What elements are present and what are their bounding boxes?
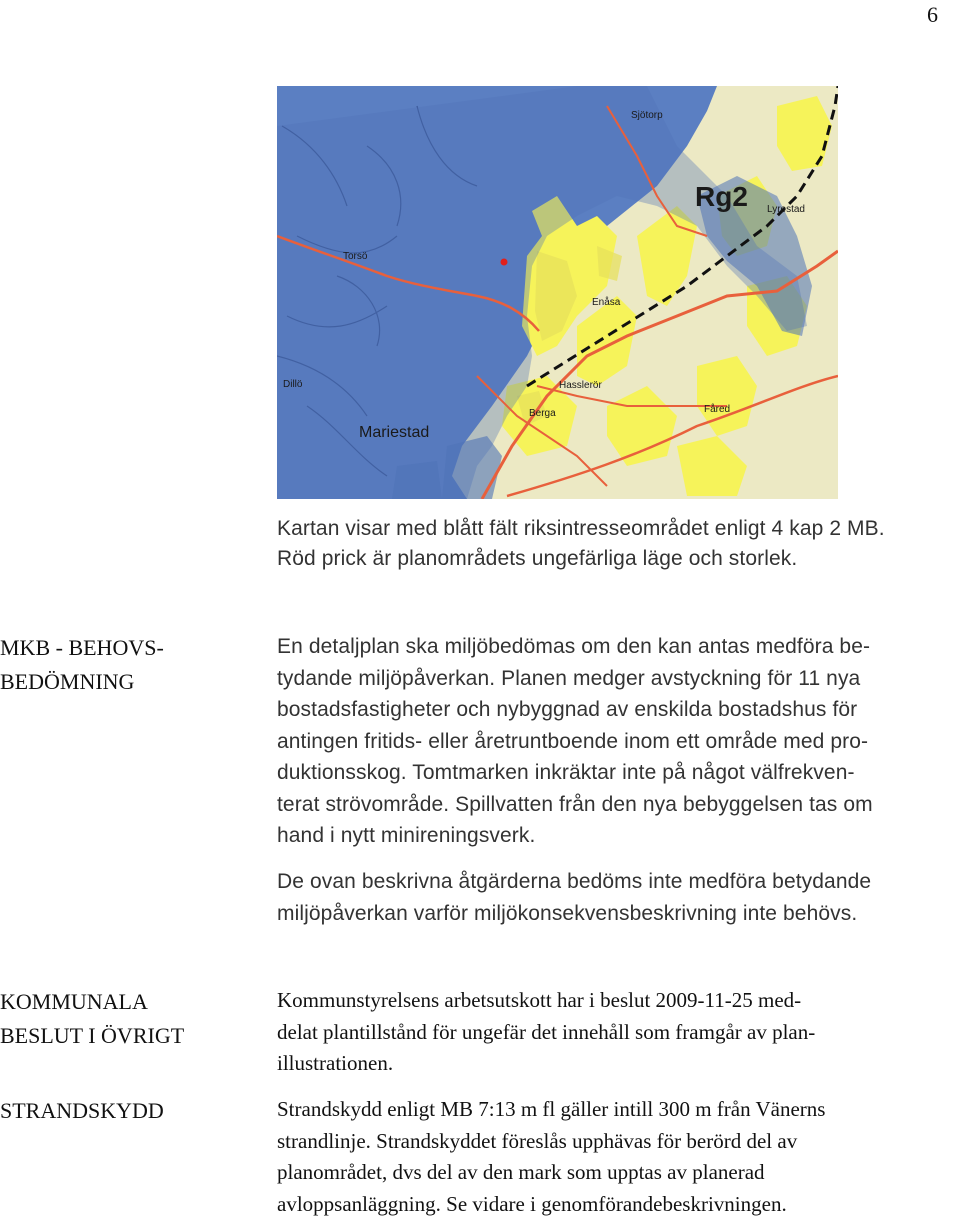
map-label-lyrestad: Lyrestad — [767, 204, 805, 215]
strandskydd-paragraph — [277, 1094, 957, 1220]
map-plan-dot — [501, 259, 508, 266]
kommunala-heading-line-1: KOMMUNALA — [0, 989, 148, 1014]
map-label-enasa: Enåsa — [592, 297, 621, 308]
strandskydd-heading — [0, 1094, 260, 1128]
map-label-dillo: Dillö — [283, 379, 303, 390]
mkb-p1-line: hand i nytt minireningsverk. — [277, 824, 536, 847]
strandskydd-line: strandlinje. Strandskyddet föreslås upphävas för berörd del av — [277, 1128, 798, 1153]
page-number: 6 — [927, 2, 938, 27]
mkb-heading — [0, 631, 260, 699]
mkb-paragraph-2 — [277, 866, 957, 929]
mkb-p1-line: duktionsskog. Tomtmarken inkräktar inte på något välfrekven- — [277, 761, 855, 784]
map-label-torso: Torsö — [343, 251, 368, 262]
strandskydd-line: planområdet, dvs del av den mark som upptas av planerad — [277, 1160, 765, 1184]
mkb-heading-line-2: BEDÖMNING — [0, 669, 135, 694]
map-label-mariestad: Mariestad — [359, 424, 430, 441]
map-figure — [277, 86, 838, 499]
caption-line-2: Röd prick är planområdets ungefärliga läge och storlek. — [277, 547, 798, 570]
mkb-heading-line-1: MKB - BEHOVS- — [0, 635, 164, 660]
kommunala-line: illustrationen. — [277, 1051, 394, 1075]
map-label-fared: Fåred — [704, 404, 731, 415]
map-label-hasslerör: Hasslerör — [559, 380, 602, 391]
mkb-p1-line: terat strövområde. Spillvatten från den nya bebyggelsen tas om — [277, 792, 873, 816]
caption-line-1: Kartan visar med blått fält riksintresseområdet enligt 4 kap 2 MB. — [277, 517, 885, 540]
kommunala-paragraph — [277, 985, 957, 1080]
kommunala-heading-line-2: BESLUT I ÖVRIGT — [0, 1023, 185, 1048]
map-label-sjotorp: Sjötorp — [631, 110, 663, 121]
kommunala-heading — [0, 985, 260, 1053]
mkb-p1-line: antingen fritids- eller åretruntboende inom ett område med pro- — [277, 729, 869, 753]
kommunala-line: delat plantillstånd för ungefär det innehåll som framgår av plan- — [277, 1019, 816, 1044]
mkb-p1-line: tydande miljöpåverkan. Planen medger avstyckning för 11 nya — [277, 666, 861, 690]
mkb-p2-line: miljöpåverkan varför miljökonsekvensbeskrivning inte behövs. — [277, 901, 858, 925]
strandskydd-line: Strandskydd enligt MB 7:13 m fl gäller intill 300 m från Vänerns — [277, 1097, 826, 1121]
kommunala-line: Kommunstyrelsens arbetsutskott har i beslut 2009-11-25 med- — [277, 988, 802, 1012]
mkb-p1-line: En detaljplan ska miljöbedömas om den kan antas medföra be- — [277, 635, 871, 658]
strandskydd-heading-line: STRANDSKYDD — [0, 1098, 164, 1123]
mkb-paragraph-1 — [277, 631, 957, 852]
mkb-p2-line: De ovan beskrivna åtgärderna bedöms inte medföra betydande — [277, 870, 872, 893]
map-label-berga: Berga — [529, 408, 556, 419]
map-label-rg2: Rg2 — [695, 181, 748, 212]
map-caption — [277, 514, 957, 574]
strandskydd-line: avloppsanläggning. Se vidare i genomförandebeskrivningen. — [277, 1191, 787, 1216]
mkb-p1-line: bostadsfastigheter och nybyggnad av enskilda bostadshus för — [277, 698, 858, 721]
